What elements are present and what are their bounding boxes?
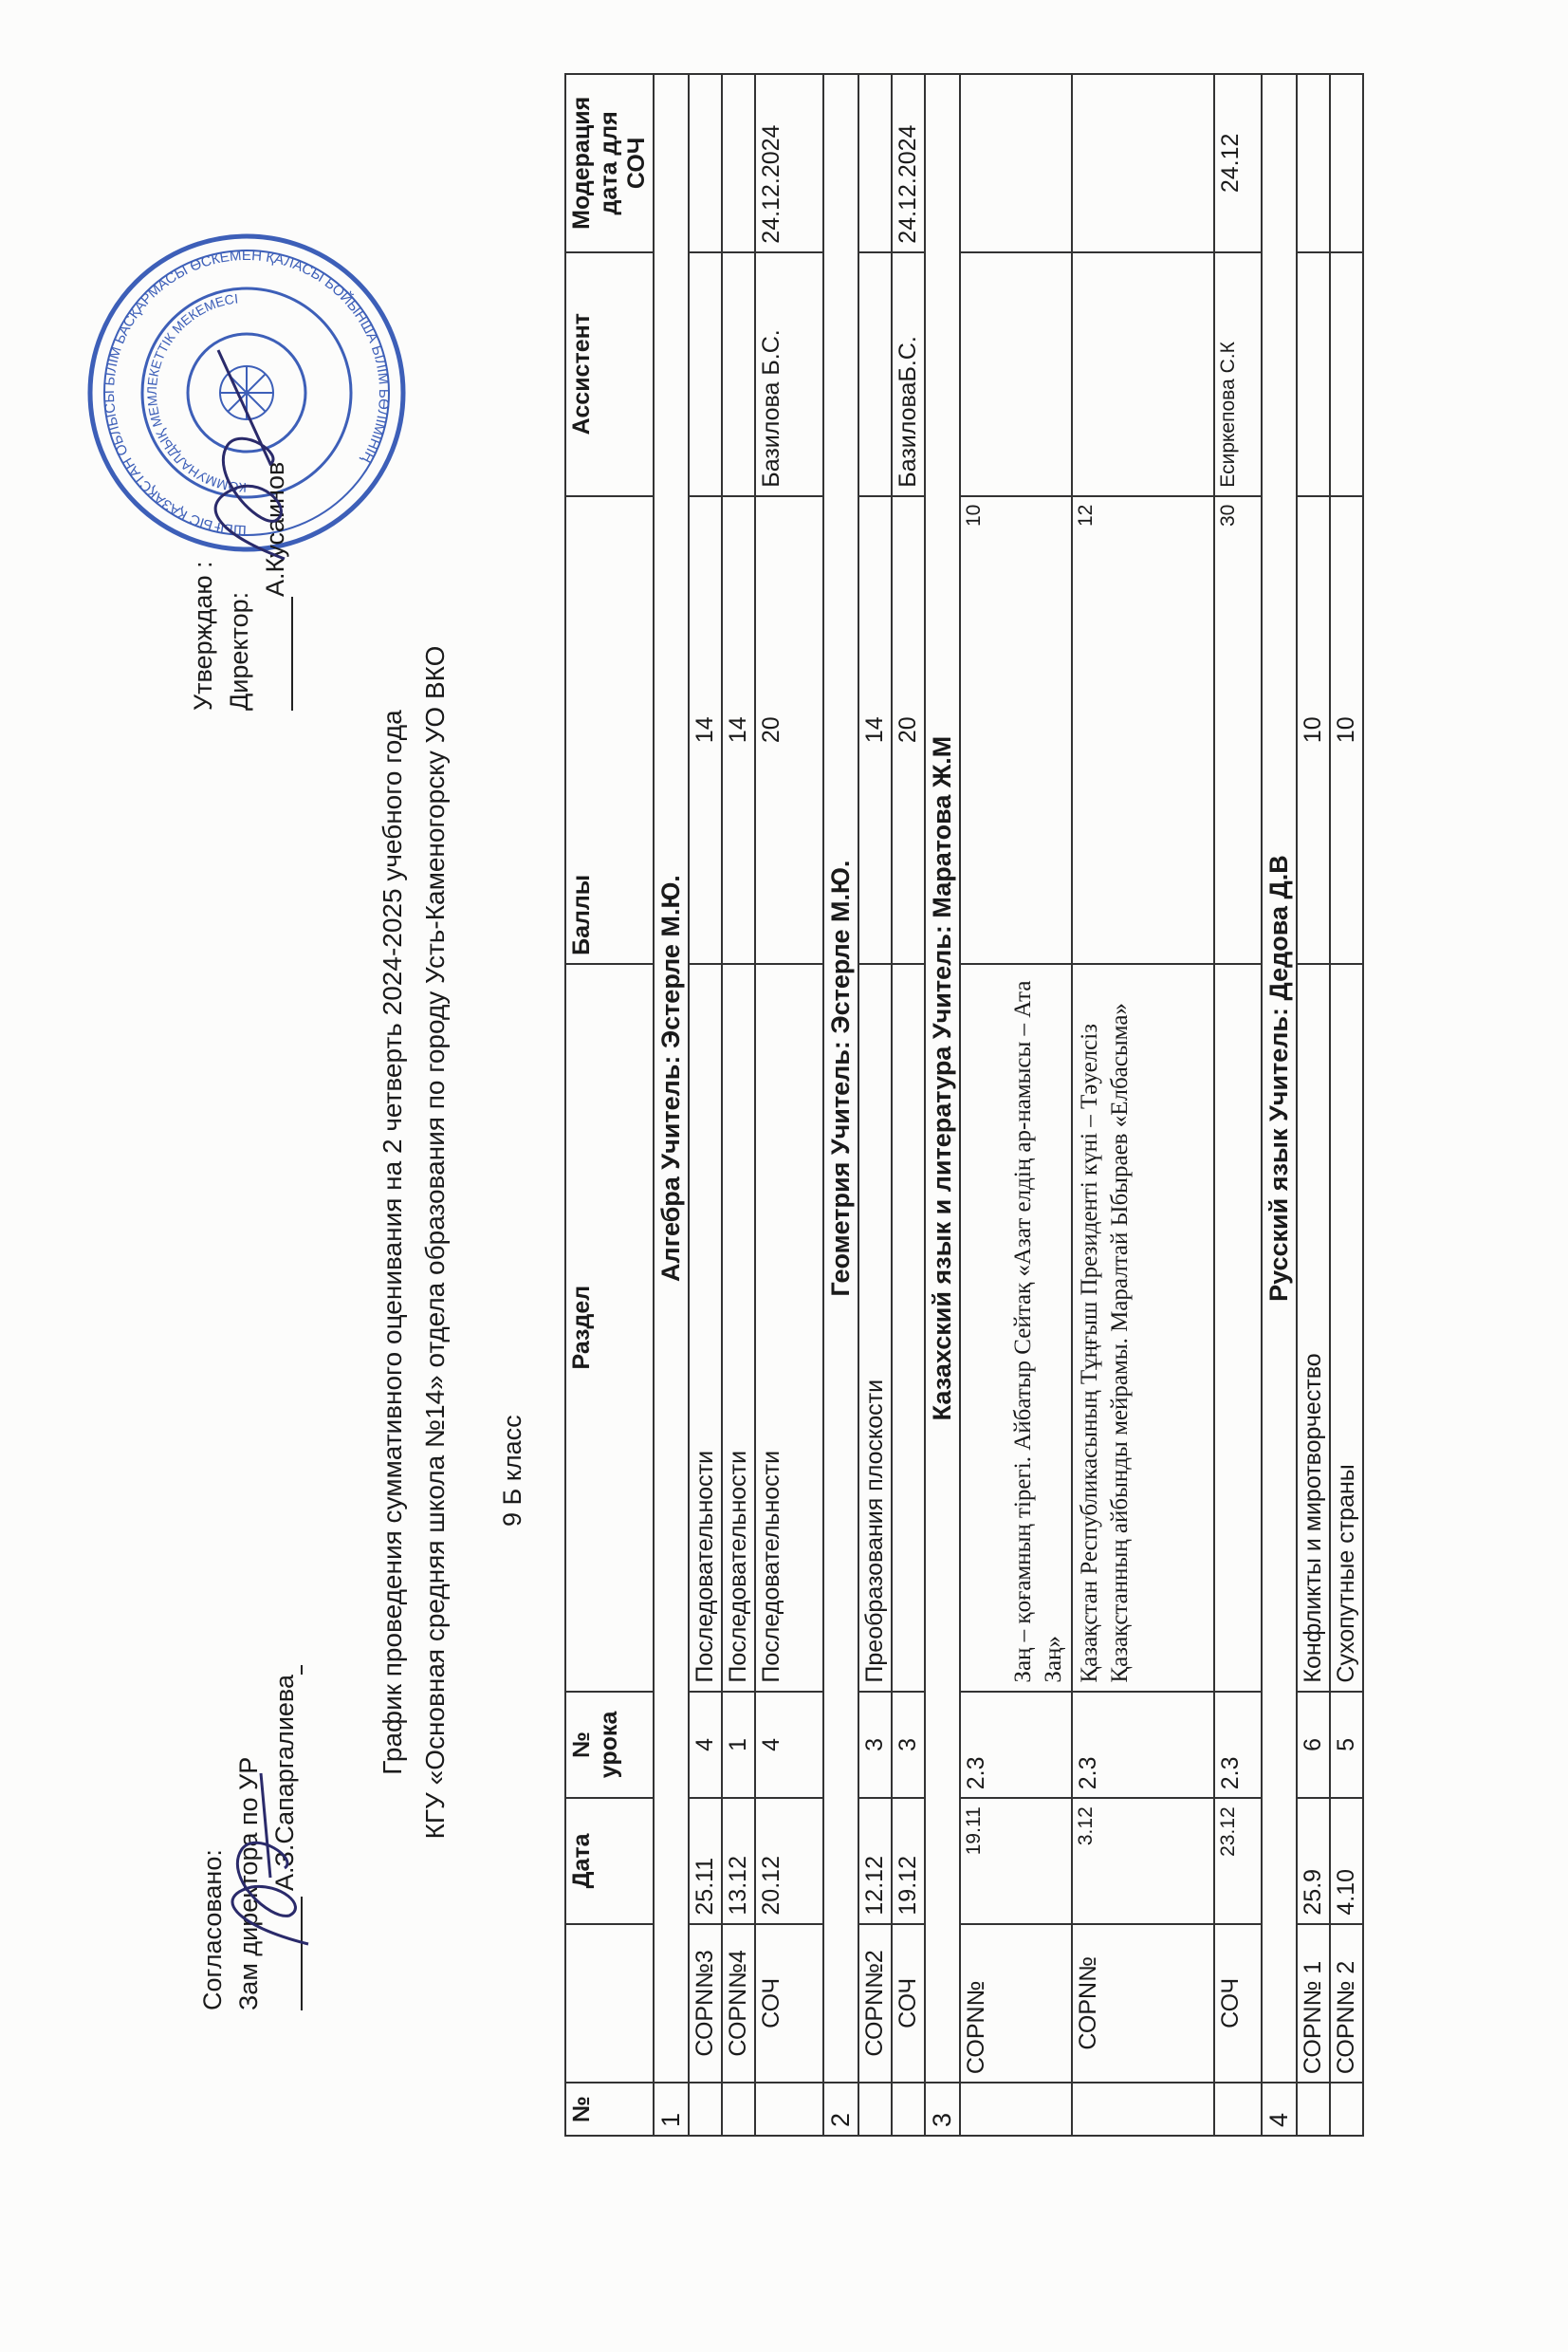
signature-line bbox=[291, 597, 293, 711]
table-row bbox=[858, 74, 892, 2136]
agreed-label: Согласовано: bbox=[198, 1849, 227, 2010]
seal-outer-text: ШЫҒЫС ҚАЗАҚСТАН ОБЛЫСЫ БІЛІМ БАСҚАРМАСЫ ӨСКЕМЕН ҚАЛАСЫ БОЙЫНША БІЛІМ БӨЛІМІНІҢ bbox=[101, 247, 393, 539]
cell-assistant: Базилова Б.С. bbox=[755, 252, 823, 496]
cell-date: 25.11 bbox=[689, 1798, 722, 1923]
cell-date: 4.10 bbox=[1330, 1798, 1363, 1923]
section-no: 4 bbox=[1262, 2083, 1297, 2136]
cell-date: 19.11 bbox=[960, 1798, 1072, 1923]
cell-score: 10 bbox=[1297, 496, 1330, 964]
cell-assistant bbox=[1072, 252, 1214, 496]
cell-section bbox=[892, 964, 925, 1692]
col-moderation: Модерация дата для СОЧ bbox=[565, 74, 654, 252]
cell-moderation: 24.12.2024 bbox=[892, 74, 925, 252]
section-row bbox=[654, 74, 689, 2136]
cell-score: 20 bbox=[755, 496, 823, 964]
cell-section: Последовательности bbox=[722, 964, 755, 1692]
cell-moderation bbox=[858, 74, 892, 252]
seal-inner-text: КОММУНАЛДЫҚ МЕМЛЕКЕТТІК МЕКЕМЕСІ bbox=[143, 290, 248, 496]
cell-score: 10 bbox=[1330, 496, 1363, 964]
section-row bbox=[925, 74, 960, 2136]
cell-moderation: 24.12 bbox=[1214, 74, 1262, 252]
table-row bbox=[892, 74, 925, 2136]
class-label: 9 Б класс bbox=[498, 1415, 526, 1527]
col-lesson: № урока bbox=[565, 1692, 654, 1799]
cell-moderation bbox=[1330, 74, 1363, 252]
cell-score: 30 bbox=[1214, 496, 1262, 964]
cell-assistant bbox=[1297, 252, 1330, 496]
director-signature bbox=[190, 331, 304, 578]
cell-assistant bbox=[1330, 252, 1363, 496]
cell-section: Конфликты и миротворчество bbox=[1297, 964, 1330, 1692]
cell-score: 10 bbox=[960, 496, 1072, 964]
table-row bbox=[960, 74, 1072, 2136]
section-no: 2 bbox=[823, 2083, 858, 2136]
cell-moderation bbox=[960, 74, 1072, 252]
table-row bbox=[1297, 74, 1330, 2136]
cell-section: Қазақстан Республикасының Тұңғыш Президенті күні – Тәуелсіз Қазақстанның айбынды мейрамы. Маралтай Ыбыраев «Елбасыма» bbox=[1072, 964, 1214, 1692]
section-title: Русский язык Учитель: Дедова Д.В bbox=[1262, 74, 1297, 2083]
cell-lesson: 2.3 bbox=[960, 1692, 1072, 1799]
section-row bbox=[823, 74, 858, 2136]
cell-date: 3.12 bbox=[1072, 1798, 1214, 1923]
cell-section: Преобразования плоскости bbox=[858, 964, 892, 1692]
cell-score: 20 bbox=[892, 496, 925, 964]
cell-type: СОРN№3 bbox=[689, 1924, 722, 2083]
cell-lesson: 3 bbox=[892, 1692, 925, 1799]
cell-moderation: 24.12.2024 bbox=[755, 74, 823, 252]
cell-lesson: 4 bbox=[755, 1692, 823, 1799]
col-section: Раздел bbox=[565, 964, 654, 1692]
section-title: Алгебра Учитель: Эстерле М.Ю. bbox=[654, 74, 689, 2083]
section-title: Казахский язык и литература Учитель: Маратова Ж.М bbox=[925, 74, 960, 2083]
col-score: Баллы bbox=[565, 496, 654, 964]
cell-date: 12.12 bbox=[858, 1798, 892, 1923]
deputy-name: А.З.Сапаргалиева bbox=[270, 1675, 299, 1891]
cell-type: СОРN№ bbox=[960, 1924, 1072, 2083]
cell-date: 23.12 bbox=[1214, 1798, 1262, 1923]
cell-moderation bbox=[722, 74, 755, 252]
doc-subtitle: КГУ «Основная средняя школа №14» отдела образования по городу Усть-Каменогорску УО ВКО bbox=[420, 645, 450, 1840]
director-name: А.Кусаинов bbox=[261, 461, 289, 597]
cell-assistant bbox=[858, 252, 892, 496]
table-header bbox=[565, 74, 654, 2136]
cell-lesson: 6 bbox=[1297, 1692, 1330, 1799]
cell-lesson: 2.3 bbox=[1214, 1692, 1262, 1799]
cell-assistant bbox=[722, 252, 755, 496]
table-row bbox=[1330, 74, 1363, 2136]
section-row bbox=[1262, 74, 1297, 2136]
cell-moderation bbox=[1072, 74, 1214, 252]
cell-assistant bbox=[960, 252, 1072, 496]
section-no: 1 bbox=[654, 2083, 689, 2136]
cell-score: 14 bbox=[722, 496, 755, 964]
cell-section: Последовательности bbox=[755, 964, 823, 1692]
cell-moderation bbox=[689, 74, 722, 252]
cell-type: СОРN№2 bbox=[858, 1924, 892, 2083]
cell-lesson: 5 bbox=[1330, 1692, 1363, 1799]
deputy-title: Зам директора по УР bbox=[234, 1756, 263, 2010]
col-date: Дата bbox=[565, 1798, 654, 1923]
cell-type: СОРN№4 bbox=[722, 1924, 755, 2083]
cell-type: СОЧ bbox=[755, 1924, 823, 2083]
cell-date: 19.12 bbox=[892, 1798, 925, 1923]
col-no: № bbox=[565, 2083, 654, 2136]
col-type bbox=[565, 1924, 654, 2083]
cell-section bbox=[1214, 964, 1262, 1692]
cell-section: Сухопутные страны bbox=[1330, 964, 1363, 1692]
section-title: Геометрия Учитель: Эстерле М.Ю. bbox=[823, 74, 858, 2083]
cell-lesson: 3 bbox=[858, 1692, 892, 1799]
approve-label: Утверждаю : bbox=[189, 561, 217, 711]
table-row bbox=[689, 74, 722, 2136]
cell-lesson: 1 bbox=[722, 1692, 755, 1799]
cell-date: 25.9 bbox=[1297, 1798, 1330, 1923]
section-no: 3 bbox=[925, 2083, 960, 2136]
col-assistant: Ассистент bbox=[565, 252, 654, 496]
cell-type: СОЧ bbox=[1214, 1924, 1262, 2083]
cell-type: СОРN№ bbox=[1072, 1924, 1214, 2083]
cell-date: 13.12 bbox=[722, 1798, 755, 1923]
assessment-table bbox=[564, 73, 1364, 2137]
cell-score: 14 bbox=[689, 496, 722, 964]
cell-lesson: 4 bbox=[689, 1692, 722, 1799]
cell-assistant bbox=[689, 252, 722, 496]
table-row bbox=[722, 74, 755, 2136]
table-row bbox=[1072, 74, 1214, 2136]
cell-section: Заң – қоғамның тірегі. Айбатыр Сейтақ «Азат елдің ар-намысы – Ата Заң» bbox=[960, 964, 1072, 1692]
cell-moderation bbox=[1297, 74, 1330, 252]
table-row bbox=[1214, 74, 1262, 2136]
cell-date: 20.12 bbox=[755, 1798, 823, 1923]
cell-section: Последовательности bbox=[689, 964, 722, 1692]
cell-type: СОРN№ 2 bbox=[1330, 1924, 1363, 2083]
cell-score: 14 bbox=[858, 496, 892, 964]
deputy-signature bbox=[194, 1754, 327, 1963]
cell-assistant: Есиркепова С.К bbox=[1214, 252, 1262, 496]
cell-assistant: БазиловаБ.С. bbox=[892, 252, 925, 496]
table-row bbox=[755, 74, 823, 2136]
cell-lesson: 2.3 bbox=[1072, 1692, 1214, 1799]
cell-score: 12 bbox=[1072, 496, 1214, 964]
cell-type: СОЧ bbox=[892, 1924, 925, 2083]
cell-type: СОРN№ 1 bbox=[1297, 1924, 1330, 2083]
director-title: Директор: bbox=[225, 591, 253, 711]
doc-title: График проведения суммативного оценивания на 2 четверть 2024-2025 учебного года bbox=[378, 710, 407, 1775]
